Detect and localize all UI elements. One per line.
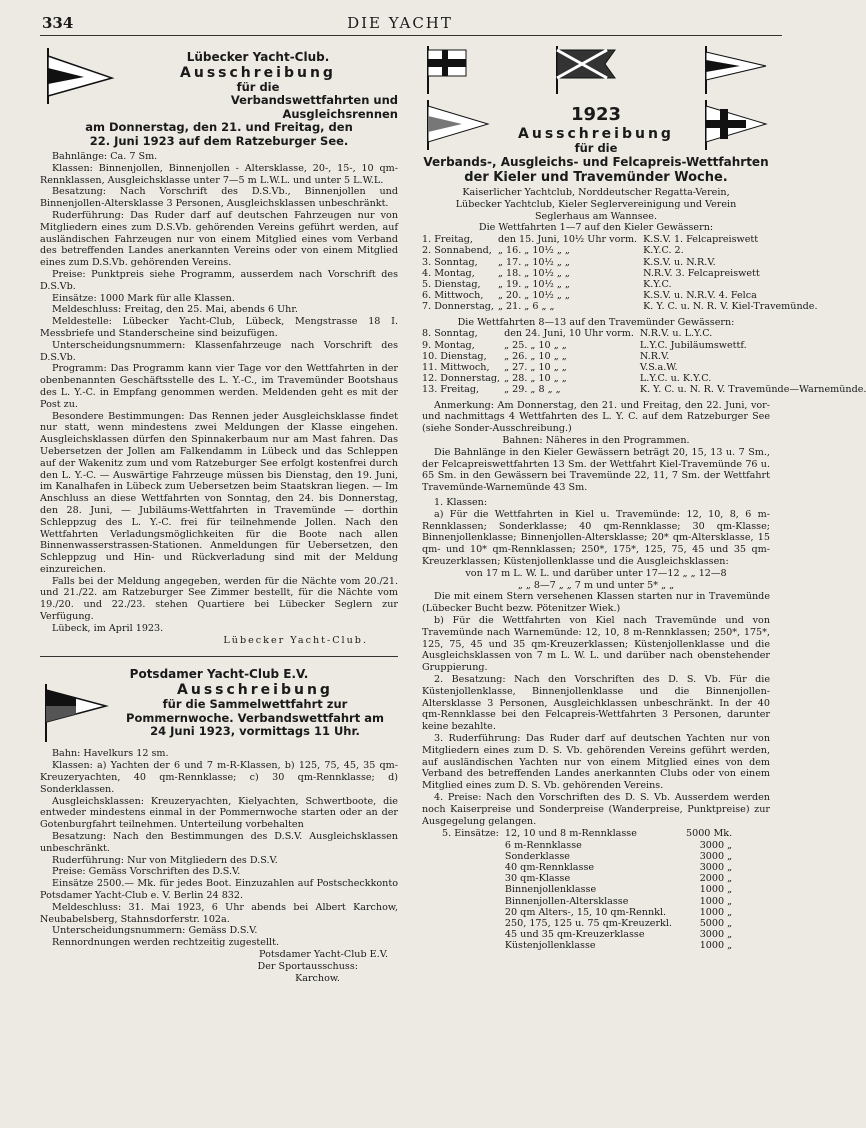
table-cell	[422, 918, 505, 929]
paragraph: Meldeschluss: 31. Mai 1923, 6 Uhr abends bei Albert Karchow, Neubabelsberg, Stahnsdorferstr. 102a.	[40, 901, 398, 925]
header-rule	[40, 35, 782, 36]
event-line-1: Verbandswettfahrten und Ausgleichsrennen	[230, 93, 398, 121]
page-number: 334	[42, 14, 74, 32]
paragraph: 1. Klassen:	[434, 497, 488, 508]
table-cell: 40 qm-Rennklasse	[504, 861, 595, 873]
luebeck-burgee-icon	[40, 44, 118, 106]
table-cell: 13. Freitag,	[422, 384, 480, 396]
table-row	[422, 257, 818, 268]
paragraph: 3. Ruderführung: Das Ruder darf auf deutschen Yachten nur von Mitgliedern eines zum D. S. Vb. gehörenden Vereins geführt werden, auf ausländischen Yachten nur von einem Mitglied eines von dem Verband des betreffenden Landes anerkannten Clubs oder von einem Mitglied eines zum D. S. Vb. gehörenden Vereins.	[422, 732, 770, 792]
paragraph: Ausgleichsklassen: Kreuzeryachten, Kielyachten, Schwertboote, die entweder mindestens einmal in der Pommernwoche starten oder an der Gotenburgfahrt teilnehmen. Unterteilung vorbehalten	[40, 795, 398, 831]
table-cell: K.Y.C.	[643, 279, 672, 290]
ausschreibung-heading: Ausschreibung	[518, 126, 674, 142]
paragraph: Besatzung: Nach den Bestimmungen des D.S.V. Ausgleichsklassen unbeschränkt.	[40, 831, 398, 854]
table-cell: „ 29. „ 8 „ „	[504, 384, 561, 396]
paragraph: Preise: Gemäss Vorschriften des D.S.V.	[52, 866, 241, 878]
table-cell: K.Y.C. 2.	[643, 245, 684, 257]
table-row	[422, 896, 732, 907]
table-row	[422, 851, 732, 862]
table-row	[422, 373, 866, 384]
table-row	[422, 940, 732, 951]
event-line-3: 24 Juni 1923, vormittags 11 Uhr.	[150, 724, 360, 739]
table-cell	[422, 862, 505, 873]
signature: Lübecker Yacht-Club.	[223, 634, 368, 646]
signature: Der Sportausschuss:	[257, 960, 358, 972]
table-cell: N.R.V. u. L.Y.C.	[639, 328, 713, 340]
table-cell: Küstenjollenklasse	[504, 940, 596, 952]
table-row	[422, 290, 818, 301]
table-cell: L.Y.C. u. K.Y.C.	[639, 373, 712, 385]
table-cell: 250, 175, 125 u. 75 qm-Kreuzerkl.	[504, 917, 672, 929]
paragraph: Preise: Punktpreis siehe Programm, ausserdem nach Vorschrift des D.S.Vb.	[40, 268, 398, 292]
kiel-schedule-table	[422, 234, 818, 312]
paragraph: Rennordnungen werden rechtzeitig zugestellt.	[52, 937, 280, 949]
table-row	[422, 328, 866, 339]
table-row	[422, 245, 818, 256]
table-cell: 1000 „	[699, 895, 733, 907]
table-cell: 30 qm-Klasse	[504, 873, 571, 885]
ausschreibung-heading: Ausschreibung	[180, 65, 336, 81]
table-cell: „ 16. „ 10½ „ „	[497, 245, 570, 257]
table-cell: K.S.V. 1. Felcapreiswett	[643, 234, 759, 246]
table-cell	[422, 907, 505, 918]
table-cell: V.S.a.W.	[639, 362, 678, 374]
table-cell: den 15. Juni, 10½ Uhr vorm.	[497, 234, 638, 246]
table-row	[422, 384, 866, 395]
paragraph: Lübeck, im April 1923.	[52, 622, 164, 634]
table-cell: 1000 „	[699, 906, 733, 918]
paragraph: Bahnlänge: Ca. 7 Sm.	[52, 151, 158, 162]
table-cell: 3000 „	[699, 850, 733, 862]
table-cell	[422, 940, 505, 951]
table-cell: 1000 „	[699, 940, 733, 952]
table-cell: 1. Freitag,	[422, 234, 473, 246]
year-heading: 1923	[570, 104, 622, 125]
table-cell: den 24. Juni, 10 Uhr vorm.	[504, 328, 634, 340]
paragraph: Meldestelle: Lübecker Yacht-Club, Lübeck, Mengstrasse 18 I. Messbriefe und Standerscheine sind beizufügen.	[40, 316, 398, 339]
table-cell: 5000 „	[699, 917, 733, 929]
table-row	[422, 873, 732, 884]
signature: Potsdamer Yacht-Club E.V.	[259, 949, 388, 961]
trave-schedule-table	[422, 328, 866, 395]
event-line-2: Pommernwoche. Verbandswettfahrt am	[126, 710, 384, 725]
fuer-die: für die	[574, 141, 618, 155]
table-cell: 2000 „	[699, 873, 733, 885]
table-cell: K. Y. C. u. N. R. V. Travemünde—Warnemünde.	[639, 384, 866, 396]
paragraph: 4. Preise: Nach den Vorschriften des D. S. Vb. Ausserdem werden noch Kaiserpreise und Sonderpreise (Wanderpreise, Punktpreise) zur Ausgegelung gelangen.	[422, 791, 770, 827]
organizing-clubs: Kaiserlicher Yachtclub, Norddeutscher Regatta-Verein, Lübecker Yachtclub, Kieler Seglervereinigung und Verein Seglerhaus am Wannsee.	[455, 187, 737, 222]
paragraph: Ruderführung: Das Ruder darf auf deutschen Fahrzeugen nur von Mitgliedern eines zum D.S.Vb. gehörenden Vereins geführt werden, auf ausländischen Fahrzeugen nur von einem Mitglied eines vom Verband des betreffenden Landes anerkannten Vereins oder von einem Mitglied eines zum D.S.Vb. gehörenden Vereins.	[40, 209, 398, 269]
paragraph: Ruderführung: Nur von Mitgliedern des D.S.V.	[52, 854, 278, 866]
table-row	[422, 234, 818, 245]
table-cell: N.R.V.	[639, 350, 670, 362]
table-cell: Binnenjollenklasse	[504, 884, 597, 896]
table-row	[422, 279, 818, 290]
signature: Karchow.	[295, 972, 340, 984]
club-flag-icon	[700, 44, 770, 96]
potsdam-burgee-icon	[40, 682, 112, 744]
event-line-3: 22. Juni 1923 auf dem Ratzeburger See.	[89, 133, 349, 148]
table-cell: 10. Dienstag,	[422, 350, 487, 362]
club-flag-icon	[551, 44, 621, 96]
table-cell: 20 qm Alters-, 15, 10 qm-Rennkl.	[504, 906, 667, 918]
kiel-intro: Die Wettfahrten 1—7 auf den Kieler Gewässern:	[478, 222, 714, 234]
table-cell: 3. Sonntag,	[422, 256, 478, 268]
table-cell: „ 17. „ 10½ „ „	[497, 256, 570, 268]
table-cell: „ 21. „ 6 „ „	[497, 301, 555, 313]
table-cell	[422, 884, 505, 895]
table-cell: 9. Montag,	[422, 339, 475, 351]
paragraph: Bahn: Havelkurs 12 sm.	[52, 748, 169, 760]
table-cell: 2. Sonnabend,	[422, 245, 492, 257]
club-flags-row	[422, 44, 770, 96]
table-cell: 6 m-Rennklasse	[504, 839, 582, 851]
paragraph: Einsätze 2500.— Mk. für jedes Boot. Einzuzahlen auf Postscheckkonto Potsdamer Yacht-Club e. V. Berlin 24 832.	[40, 878, 398, 902]
table-cell: 3000 „	[699, 861, 733, 873]
paragraph: Unterscheidungsnummern: Klassenfahrzeuge nach Vorschrift des D.S.Vb.	[40, 339, 398, 363]
paragraph: Die Bahnlänge in den Kieler Gewässern beträgt 20, 15, 13 u. 7 Sm., der Felcapreiswettfahrten 13 Sm. der Wettfahrt Kiel-Travemünde 76 u. 65 Sm. in den Gewässern bei Travemünde 22, 11, 7 Sm. der Wettfahrt Travemünde-Warnemünde 43 Sm.	[422, 446, 770, 494]
paragraph: 2. Besatzung: Nach den Vorschriften des D. S. Vb. Für die Küstenjollenklasse, Binnenjollenklasse und die Binnenjollen-Altersklasse 3 Personen, Ausgleichklassen unbeschränkt. In der 40 qm-Rennklasse bei den Felcapreis-Wettfahrten 3 Personen, darunter keine bezahlte.	[422, 673, 770, 733]
paragraph: von 17 m L. W. L. und darüber unter 17—12 „ „ 12—8 „ „ 8—7 „ „ 7 m und unter 5* „ „	[465, 567, 727, 591]
einsaetze-table	[422, 828, 732, 951]
potsdam-announcement	[40, 667, 398, 984]
table-row	[422, 301, 818, 312]
table-cell: K.S.V. u. N.R.V. 4. Felca	[643, 290, 757, 302]
left-column	[40, 44, 398, 984]
table-row	[422, 862, 732, 873]
paragraph: Meldeschluss: Freitag, den 25. Mai, abends 6 Uhr.	[52, 304, 298, 316]
journal-title: DIE YACHT	[347, 14, 453, 32]
club-name: Lübecker Yacht-Club.	[186, 50, 330, 64]
table-cell: 3000 „	[699, 929, 733, 941]
table-cell: L.Y.C. Jubiläumswettf.	[639, 339, 747, 351]
table-cell: K.S.V. u. N.R.V.	[643, 256, 716, 268]
table-cell	[422, 851, 505, 862]
table-row	[422, 362, 866, 373]
table-cell: Binnenjollen-Altersklasse	[504, 895, 629, 907]
paragraph: Programm: Das Programm kann vier Tage vor den Wettfahrten in der obenbenannten Geschäftsstelle des L. Y.-C., im Travemünder Bootshaus des L. Y.-C. in Empfang genommen werden. Meldenden geht es mit der Post zu.	[40, 363, 398, 410]
table-cell: 5. Dienstag,	[422, 279, 481, 290]
table-row	[422, 828, 732, 839]
event-line-2: am Donnerstag, den 21. und Freitag, den	[85, 120, 353, 134]
table-cell	[422, 873, 505, 884]
table-cell	[422, 929, 505, 940]
table-cell: „ 26. „ 10 „ „	[504, 350, 567, 362]
table-cell: 3000 „	[699, 839, 733, 851]
paragraph: Anmerkung: Am Donnerstag, den 21. und Freitag, den 22. Juni, vor- und nachmittags 4 Wettfahrten des L. Y. C. auf dem Ratzeburger See (siehe Sonder-Ausschreibung.)	[422, 399, 770, 435]
paragraph: Unterscheidungsnummern: Gemäss D.S.V.	[52, 925, 258, 937]
trave-intro: Die Wettfahrten 8—13 auf den Travemünder Gewässern:	[457, 316, 735, 328]
paragraph: Klassen: a) Yachten der 6 und 7 m-R-Klassen, b) 125, 75, 45, 35 qm-Kreuzeryachten, 40 qm-Rennklasse; c) 30 qm-Rennklasse; d) Sonderklassen.	[40, 760, 398, 795]
table-cell: 5000 Mk.	[685, 828, 733, 840]
right-column	[422, 44, 866, 952]
paragraph: a) Für die Wettfahrten in Kiel u. Travemünde: 12, 10, 8, 6 m-Rennklassen; Sonderklasse; 40 qm-Rennklasse; 30 qm-Klasse; Binnenjollenklasse; Binnenjollen-Altersklasse; 20* qm-Altersklasse, 15 qm- und 10* qm-Rennklassen; 250*, 175*, 125, 75, 45 und 35 qm-Kreuzerklassen; Küstenjollenklasse und die Ausgleichsklassen:	[422, 508, 770, 567]
table-cell: 12. Donnerstag,	[422, 373, 501, 385]
table-cell: 4. Montag,	[422, 267, 475, 279]
paragraph: Klassen: Binnenjollen, Binnenjollen - Altersklasse, 20-, 15-, 10 qm-Rennklassen, Ausgleichsklasse unter 7—5 m L.W.L. und unter 5 L.W.L.	[40, 162, 398, 186]
table-row	[422, 351, 866, 362]
table-cell: „ 18. „ 10½ „ „	[497, 267, 570, 279]
club-name: Potsdamer Yacht-Club E.V.	[129, 667, 309, 682]
table-cell: 1000 „	[699, 884, 733, 896]
paragraph: Bahnen: Näheres in den Programmen.	[502, 435, 690, 447]
table-cell: 45 und 35 qm-Kreuzerklasse	[504, 929, 645, 941]
table-cell: 11. Mittwoch,	[422, 362, 490, 374]
table-cell: N.R.V. 3. Felcapreiswett	[643, 267, 760, 279]
paragraph: Einsätze: 1000 Mark für alle Klassen.	[52, 292, 235, 304]
luebeck-announcement	[40, 44, 398, 646]
table-cell: 6. Mittwoch,	[422, 290, 484, 302]
table-cell: 5. Einsätze:	[442, 828, 499, 840]
table-cell: „ 20. „ 10½ „ „	[497, 290, 570, 302]
table-row	[422, 884, 732, 895]
table-cell: „ 27. „ 10 „ „	[504, 362, 567, 374]
table-cell: K. Y. C. u. N. R. V. Kiel-Travemünde.	[643, 301, 818, 313]
section-divider	[40, 656, 398, 657]
table-row	[422, 929, 732, 940]
table-row	[422, 340, 866, 351]
table-row	[422, 268, 818, 279]
event-line-2: der Kieler und Travemünder Woche.	[464, 170, 728, 185]
club-flag-icon	[422, 44, 472, 96]
event-line-1: für die Sammelwettfahrt zur	[162, 697, 348, 712]
ausschreibung-heading: Ausschreibung	[177, 682, 333, 699]
table-cell: „ 28. „ 10 „ „	[504, 373, 567, 385]
table-cell: 12, 10 und 8 m-Rennklasse	[504, 828, 637, 840]
table-cell	[422, 896, 505, 907]
club-flag-icon	[700, 98, 770, 152]
paragraph: Besatzung: Nach Vorschrift des D.S.Vb., Binnenjollen und Binnenjollen-Altersklasse 3 Personen, Ausgleichsklassen unbeschränkt.	[40, 186, 398, 210]
table-cell: 8. Sonntag,	[422, 328, 478, 340]
paragraph: Die mit einem Stern versehenen Klassen starten nur in Travemünde (Lübecker Bucht bezw. Pötenitzer Wiek.)	[422, 591, 770, 615]
table-cell: „ 25. „ 10 „ „	[504, 339, 567, 351]
table-row	[422, 840, 732, 851]
paragraph: Falls bei der Meldung angegeben, werden für die Nächte vom 20./21. und 21./22. am Ratzeburger See Zimmer bestellt, für die Nächte vom 19./20. und 22./23. stehen Quartiere bei Lübecker Seglern zur Verfügung.	[40, 575, 398, 623]
table-row	[422, 918, 732, 929]
table-cell: 7. Donnerstag,	[422, 301, 494, 313]
event-line-1: Verbands-, Ausgleichs- und Felcapreis-Wettfahrten	[423, 155, 769, 169]
table-row	[422, 907, 732, 918]
paragraph: Besondere Bestimmungen: Das Rennen jeder Ausgleichsklasse findet nur statt, wenn mindestens zwei Meldungen der Klasse eingehen. Ausgleichsklassen dürfen den Spinnakerbaum nur am Mast fahren. Das Uebersetzen der Jollen am Falkendamm in Lübeck und das Schleppen auf der Wakenitz zum und vom Ratzeburger See erfolgt kostenfrei durch den L. Y.-C. — Auswärtige Fahrzeuge müssen bis Dienstag, den 19. Juni, im Kanalhafen in Lübeck zum Uebersetzen beim Staatskran liegen. — Im Anschluss an diese Wettfahrten von Sonntag, den 24. bis Donnerstag, den 28. Juni, — Jubiläums-Wettfahrten in Travemünde — dorthin Schleppzug des L. Y.-C. frei für teilnehmende Jollen. Nach den Wettfahrten Verladungsmöglichkeiten für die Boote nach allen Binnenwasserstrassen-Stationen. Anmeldungen für Uebersetzen, den Schleppzug und Hin- und Rückverladung sind mit der Meldung einzureichen.	[40, 410, 398, 575]
paragraph: b) Für die Wettfahrten von Kiel nach Travemünde und von Travemünde nach Warnemünde: 12, 10, 8 m-Rennklassen; 250*, 175*, 125, 75, 45 und 35 qm-Kreuzerklassen; Küstenjollenklasse und die Ausgleichsklassen von 7 m L. W. L. und darüber nach obenstehender Gruppierung.	[422, 614, 770, 674]
table-cell: „ 19. „ 10½ „ „	[497, 279, 570, 290]
fuer-die: für die	[236, 80, 280, 94]
table-cell	[422, 840, 505, 851]
club-flag-icon	[422, 98, 492, 152]
table-cell: Sonderklasse	[504, 850, 570, 862]
